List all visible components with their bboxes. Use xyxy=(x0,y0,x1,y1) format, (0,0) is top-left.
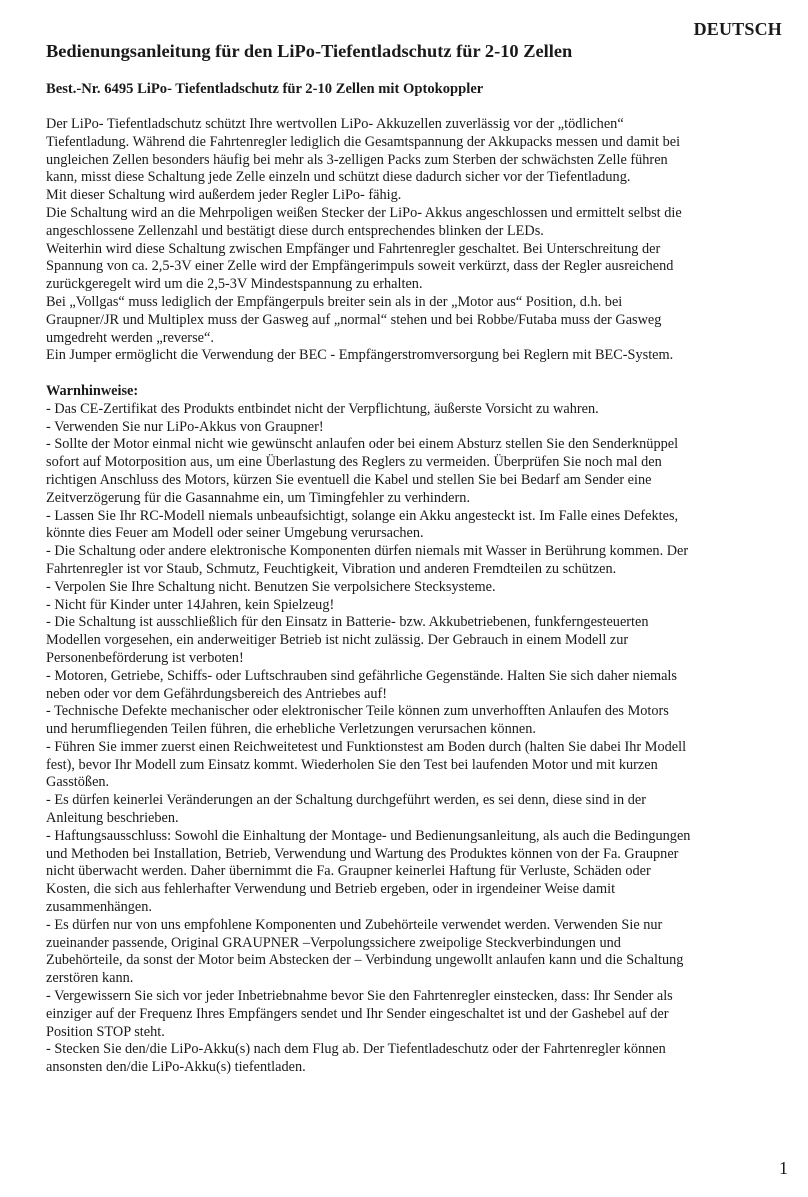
warning-line: zueinander passende, Original GRAUPNER –Verpolungssichere zweipolige Steckverbindungen und xyxy=(46,934,621,951)
intro-line: zurückgeregelt wird um die 2,5-3V Mindestspannung zu erhalten. xyxy=(46,276,423,293)
warning-line: Personenbeförderung ist verboten! xyxy=(46,649,244,666)
warning-line: - Stecken Sie den/die LiPo-Akku(s) nach dem Flug ab. Der Tiefentladeschutz oder der Fahrtenregler können xyxy=(46,1041,666,1058)
intro-line: Graupner/JR und Multiplex muss der Gasweg auf „normal“ stehen und bei Robbe/Futaba muss der Gasweg xyxy=(46,311,662,328)
warning-line: - Verpolen Sie Ihre Schaltung nicht. Benutzen Sie verpolsichere Stecksysteme. xyxy=(46,578,496,595)
warning-line: Zubehörteile, da sonst der Motor beim Abstecken der – Verbindung ungewollt anlaufen kann und die Schaltung xyxy=(46,952,684,969)
paragraph-gap xyxy=(46,365,791,383)
warning-line: - Verwenden Sie nur LiPo-Akkus von Graupner! xyxy=(46,418,324,435)
intro-line: Bei „Vollgas“ muss lediglich der Empfängerpuls breiter sein als in der „Motor aus“ Position, d.h. bei xyxy=(46,293,623,310)
document-body xyxy=(46,116,791,1077)
warning-line: Zeitverzögerung für die Gasannahme ein, um Timingfehler zu verhindern. xyxy=(46,489,471,506)
page-number: 1 xyxy=(779,1158,788,1178)
warning-line: - Es dürfen keinerlei Veränderungen an der Schaltung durchgeführt werden, es sei denn, diese sind in der xyxy=(46,792,647,809)
intro-line: angeschlossene Zellenzahl und bestätigt diese durch entsprechendes blinken der LEDs. xyxy=(46,222,544,239)
warning-line: - Führen Sie immer zuerst einen Reichweitetest und Funktionstest am Boden durch (halten Sie dabei Ihr Modell xyxy=(46,738,687,755)
warning-line: nicht überwacht werden. Daher übernimmt die Fa. Graupner keinerlei Haftung für Verluste, Schäden oder xyxy=(46,863,651,880)
intro-line: Tiefentladung. Während die Fahrtenregler lediglich die Gesamtspannung der Akkupacks messen und damit bei xyxy=(46,133,681,150)
warning-line: - Lassen Sie Ihr RC-Modell niemals unbeaufsichtigt, solange ein Akku angesteckt ist. Im Falle eines Defektes, xyxy=(46,507,679,524)
warning-line: könnte dies Feuer am Modell oder seiner Umgebung verursachen. xyxy=(46,525,424,542)
warning-line: sofort auf Motorposition aus, um eine Überlastung des Reglers zu vermeiden. Überprüfen Sie noch mal den xyxy=(46,454,662,471)
warnings-heading: Warnhinweise: xyxy=(46,382,139,399)
document-title: Bedienungsanleitung für den LiPo-Tiefentladschutz für 2-10 Zellen xyxy=(46,41,573,61)
warning-line: richtigen Anschluss des Motors, kürzen Sie eventuell die Kabel und stellen Sie bei Bedarf am Sender eine xyxy=(46,471,652,488)
warning-line: - Die Schaltung ist ausschließlich für den Einsatz in Batterie- bzw. Akkubetriebenen, funkferngesteuerten xyxy=(46,614,649,631)
warning-line: einziger auf der Frequenz Ihres Empfängers sendet und Ihr Sender eingeschaltet ist und der Gashebel auf der xyxy=(46,1005,669,1022)
warning-line: neben oder vor dem Gefährdungsbereich des Antriebes auf! xyxy=(46,685,388,702)
language-label: DEUTSCH xyxy=(693,19,782,39)
intro-line: Weiterhin wird diese Schaltung zwischen Empfänger und Fahrtenregler geschaltet. Bei Unterschreitung der xyxy=(46,240,661,257)
warning-line: - Motoren, Getriebe, Schiffs- oder Luftschrauben sind gefährliche Gegenstände. Halten Sie sich daher niemals xyxy=(46,667,677,684)
intro-line: Mit dieser Schaltung wird außerdem jeder Regler LiPo- fähig. xyxy=(46,187,402,204)
product-subtitle: Best.-Nr. 6495 LiPo- Tiefentladschutz für 2-10 Zellen mit Optokoppler xyxy=(46,81,484,97)
warning-line: - Nicht für Kinder unter 14Jahren, kein Spielzeug! xyxy=(46,596,335,613)
intro-line: Ein Jumper ermöglicht die Verwendung der BEC - Empfängerstromversorgung bei Reglern mit BEC-System. xyxy=(46,347,674,364)
warning-line: - Die Schaltung oder andere elektronische Komponenten dürfen niemals mit Wasser in Berührung kommen. Der xyxy=(46,543,689,560)
intro-line: ungleichen Zellen besonders häufig bei mehr als 3-zelligen Packs zum Sterben der schwächsten Zelle führen xyxy=(46,151,668,168)
warning-line: - Das CE-Zertifikat des Produkts entbindet nicht der Verpflichtung, äußerste Vorsicht zu wahren. xyxy=(46,400,599,417)
warning-line: Gasstößen. xyxy=(46,774,110,791)
warning-line: Fahrtenregler ist vor Staub, Schmutz, Feuchtigkeit, Vibration und anderen Fremdteilen zu schützen. xyxy=(46,560,617,577)
warning-line: Anleitung beschrieben. xyxy=(46,810,179,827)
warning-line: Position STOP steht. xyxy=(46,1023,165,1040)
intro-line: Der LiPo- Tiefentladschutz schützt Ihre wertvollen LiPo- Akkuzellen zuverlässig vor der „tödlichen“ xyxy=(46,116,624,132)
intro-section xyxy=(46,116,791,365)
warnings-section xyxy=(46,383,791,1077)
warning-line: - Haftungsausschluss: Sowohl die Einhaltung der Montage- und Bedienungsanleitung, als auch die Bedingungen xyxy=(46,827,691,844)
warning-line: Modellen vorgesehen, ein anderweitiger Betrieb ist nicht zulässig. Der Gebrauch in einem Modell zur xyxy=(46,632,629,649)
intro-line: kann, misst diese Schaltung jede Zelle einzeln und schützt diese dadurch sicher vor der Tiefentladung. xyxy=(46,169,631,186)
warning-line: zerstören kann. xyxy=(46,970,134,987)
warning-line: und Methoden bei Installation, Betrieb, Verwendung und Wartung des Produktes können von der Fa. Graupner xyxy=(46,845,679,862)
warning-line: - Vergewissern Sie sich vor jeder Inbetriebnahme bevor Sie den Fahrtenregler einstecken, dass: Ihr Sender als xyxy=(46,988,673,1005)
warning-line: Kosten, die sich aus fehlerhafter Verwendung und Betrieb ergeben, oder in irgendeiner Weise damit xyxy=(46,881,616,898)
intro-line: Spannung von ca. 2,5-3V einer Zelle wird der Empfängerimpuls soweit verkürzt, dass der Regler ausreichend xyxy=(46,258,674,275)
warning-line: und herumfliegenden Teilen führen, die erhebliche Verletzungen verursachen können. xyxy=(46,721,536,738)
warning-line: zusammenhängen. xyxy=(46,899,152,916)
intro-line: umgedreht werden „reverse“. xyxy=(46,329,214,346)
warning-line: ansonsten den/die LiPo-Akku(s) tiefentladen. xyxy=(46,1059,306,1076)
warning-line: - Sollte der Motor einmal nicht wie gewünscht anlaufen oder bei einem Absturz stellen Sie den Senderknüppel xyxy=(46,436,679,453)
intro-line: Die Schaltung wird an die Mehrpoligen weißen Stecker der LiPo- Akkus angeschlossen und ermittelt selbst die xyxy=(46,204,682,221)
warning-line: - Es dürfen nur von uns empfohlene Komponenten und Zubehörteile verwendet werden. Verwenden Sie nur xyxy=(46,916,663,933)
warning-line: fest), bevor Ihr Modell zum Einsatz kommt. Wiederholen Sie den Test bei laufenden Motor und mit kurzen xyxy=(46,756,658,773)
warning-line: - Technische Defekte mechanischer oder elektronischer Teile können zum unverhofften Anlaufen des Motors xyxy=(46,703,669,720)
